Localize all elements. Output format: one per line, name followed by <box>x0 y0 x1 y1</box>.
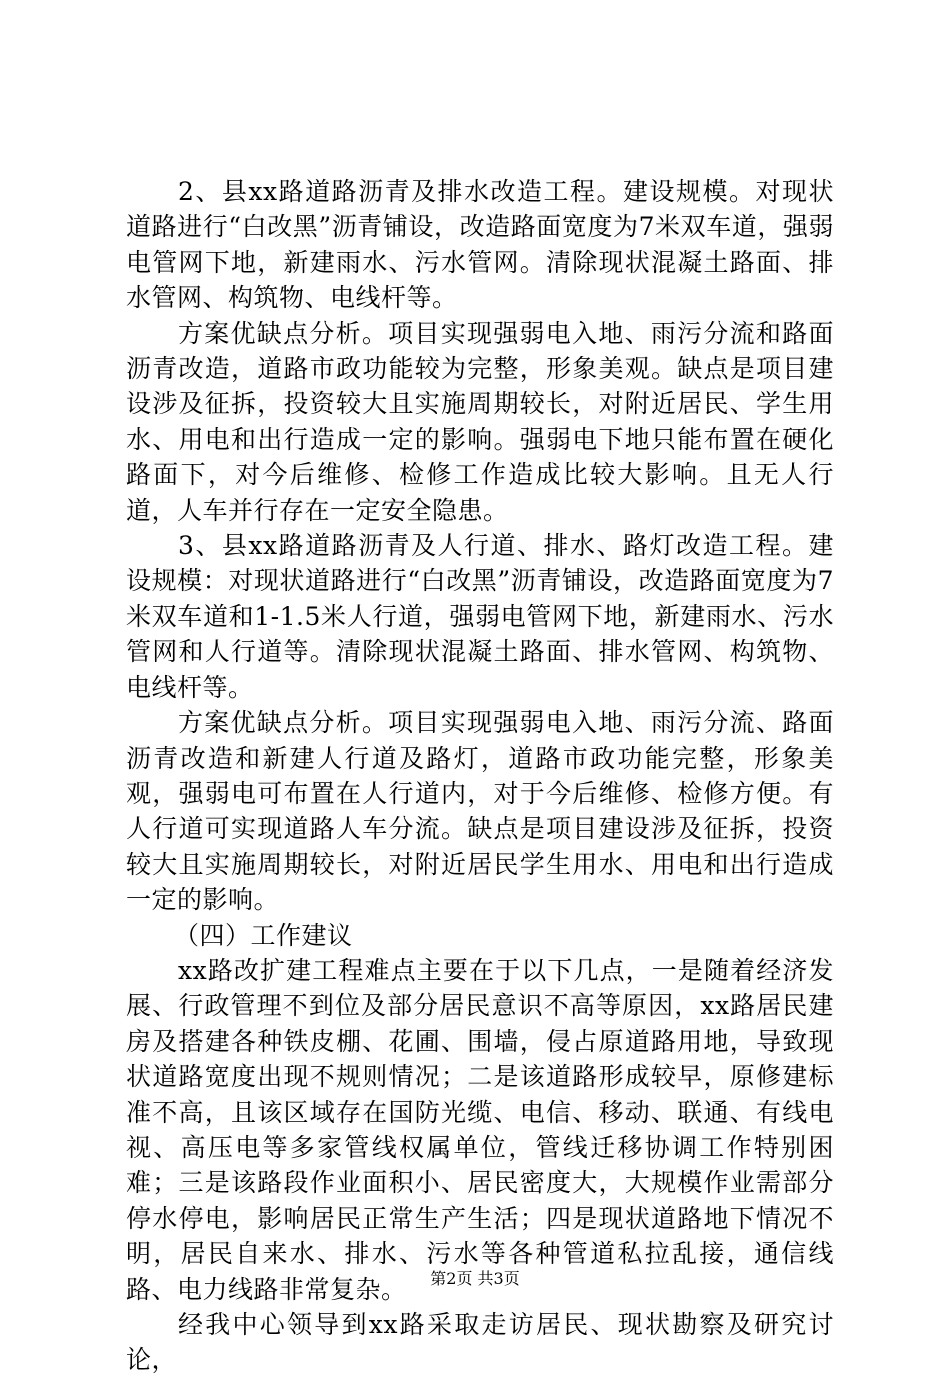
paragraph-project-2: 2、县xx路道路沥青及排水改造工程。建设规模。对现状道路进行“白改黑”沥青铺设，改造路面宽度为7米双车道，强弱电管网下地，新建雨水、污水管网。清除现状混凝土路面、排水管网、构筑物、电线杆等。 <box>126 177 834 313</box>
paragraph-project-3: 3、县xx路道路沥青及人行道、排水、路灯改造工程。建设规模：对现状道路进行“白改黑”沥青铺设，改造路面宽度为7米双车道和1-1.5米人行道，强弱电管网下地，新建雨水、污水管网和人行道等。清除现状混凝土路面、排水管网、构筑物、电线杆等。 <box>126 531 834 702</box>
paragraph-investigation: 经我中心领导到xx路采取走访居民、现状勘察及研究讨论， <box>126 1310 834 1375</box>
page-number-footer: 第2页 共3页 <box>430 1269 520 1288</box>
paragraph-project-2-analysis: 方案优缺点分析。项目实现强弱电入地、雨污分流和路面沥青改造，道路市政功能较为完整，形象美观。缺点是项目建设涉及征拆，投资较大且实施周期较长，对附近居民、学生用水、用电和出行造成一定的影响。强弱电下地只能布置在硬化路面下，对今后维修、检修工作造成比较大影响。且无人行道，人车并行存在一定安全隐患。 <box>126 318 834 525</box>
section-heading: （四）工作建议 <box>174 920 353 950</box>
document-body <box>126 174 834 1378</box>
paragraph-difficulties: xx路改扩建工程难点主要在于以下几点，一是随着经济发展、行政管理不到位及部分居民意识不高等原因，xx路居民建房及搭建各种铁皮棚、花圃、围墙，侵占原道路用地，导致现状道路宽度出现不规则情况；二是该道路形成较早，原修建标准不高，且该区域存在国防光缆、电信、移动、联通、有线电视、高压电等多家管线权属单位，管线迁移协调工作特别困难；三是该路段作业面积小、居民密度大，大规模作业需部分停水停电，影响居民正常生产生活；四是现状道路地下情况不明，居民自来水、排水、污水等各种管道私拉乱接，通信线路、电力线路非常复杂。 <box>126 955 834 1304</box>
paragraph-project-3-analysis: 方案优缺点分析。项目实现强弱电入地、雨污分流、路面沥青改造和新建人行道及路灯，道路市政功能完整，形象美观，强弱电可布置在人行道内，对于今后维修、检修方便。有人行道可实现道路人车分流。缺点是项目建设涉及征拆，投资较大且实施周期较长，对附近居民学生用水、用电和出行造成一定的影响。 <box>126 708 834 915</box>
